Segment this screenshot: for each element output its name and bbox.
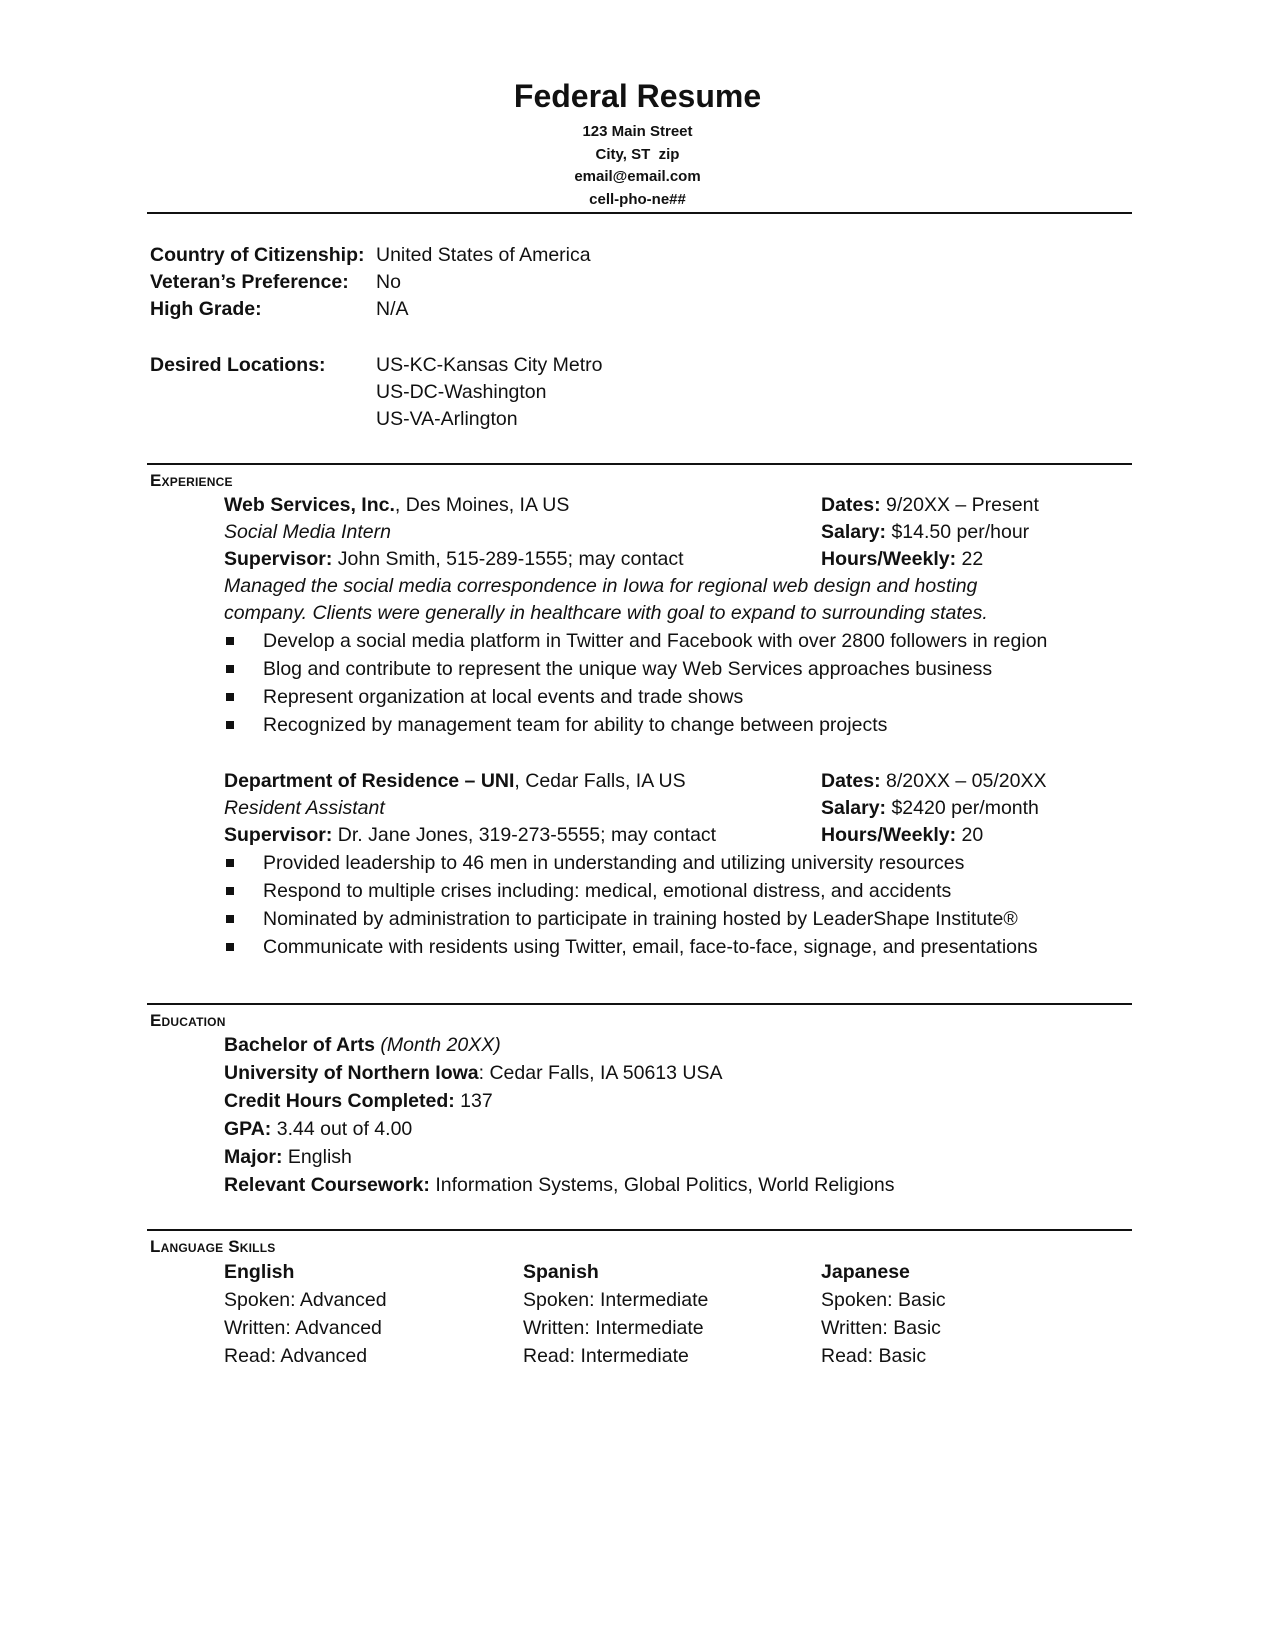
salary-label: Salary: <box>821 797 887 819</box>
contact-block <box>0 121 1275 211</box>
veteran-value: No <box>376 271 401 293</box>
experience-rule <box>147 463 1132 465</box>
job-title: Resident Assistant <box>224 797 385 819</box>
gpa-value: 3.44 out of 4.00 <box>271 1118 413 1140</box>
language-skills-heading: Language Skills <box>150 1237 276 1256</box>
job-salary <box>821 795 1039 822</box>
supervisor-label: Supervisor: <box>224 824 333 846</box>
email-line: email@email.com <box>574 168 701 185</box>
degree-date: (Month 20XX) <box>374 1034 501 1056</box>
job-hours <box>821 822 983 849</box>
coursework-line <box>224 1172 894 1199</box>
citizenship-label: Country of Citizenship: <box>150 244 365 266</box>
languages-rule <box>147 1229 1132 1231</box>
veteran-label: Veteran’s Preference: <box>150 271 349 293</box>
language-level: Written: Intermediate <box>523 1317 704 1339</box>
dates-label: Dates: <box>821 494 881 516</box>
language-name: Japanese <box>821 1261 910 1283</box>
job-summary: Managed the social media correspondence in Iowa for regional web design and hosting <box>224 575 978 597</box>
citizenship-value: United States of America <box>376 244 591 266</box>
language-level: Written: Advanced <box>224 1317 382 1339</box>
supervisor-value: John Smith, 515-289-1555; may contact <box>332 548 684 570</box>
degree-name: Bachelor of Arts <box>224 1034 375 1056</box>
credit-label: Credit Hours Completed: <box>224 1090 455 1112</box>
major-label: Major: <box>224 1146 283 1168</box>
job-supervisor <box>224 546 684 573</box>
bullet-text: Recognized by management team for ability to change between projects <box>263 714 888 736</box>
desired-locations-label: Desired Locations: <box>150 354 326 376</box>
job-employer: Web Services, Inc. <box>224 494 395 516</box>
job-title: Social Media Intern <box>224 521 391 543</box>
job-supervisor <box>224 822 716 849</box>
credit-value: 137 <box>454 1090 493 1112</box>
dates-value: 9/20XX – Present <box>880 494 1039 516</box>
city-line: City, ST zip <box>595 145 680 163</box>
resume-title: Federal Resume <box>513 78 762 114</box>
dates-value: 8/20XX – 05/20XX <box>880 770 1047 792</box>
desired-location: US-VA-Arlington <box>376 408 518 430</box>
high-grade-label: High Grade: <box>150 298 262 320</box>
bullet-square-icon <box>226 693 234 701</box>
supervisor-value: Dr. Jane Jones, 319-273-5555; may contact <box>332 824 717 846</box>
language-level: Read: Basic <box>821 1345 927 1367</box>
degree-line <box>224 1032 501 1059</box>
hours-label: Hours/Weekly: <box>821 548 957 570</box>
job-hours <box>821 546 983 573</box>
language-level: Read: Intermediate <box>523 1345 689 1367</box>
school-line <box>224 1060 723 1087</box>
bullet-text: Blog and contribute to represent the unique way Web Services approaches business <box>263 658 993 680</box>
header-rule <box>147 212 1132 214</box>
major-line <box>224 1144 352 1171</box>
school-location: : Cedar Falls, IA 50613 USA <box>478 1062 723 1084</box>
language-level: Written: Basic <box>821 1317 941 1339</box>
bullet-text: Nominated by administration to participate in training hosted by LeaderShape Institute® <box>263 908 1018 930</box>
salary-label: Salary: <box>821 521 887 543</box>
address-line: 123 Main Street <box>582 123 693 140</box>
job-location: , Cedar Falls, IA US <box>514 770 686 792</box>
school-name: University of Northern Iowa <box>224 1062 479 1084</box>
job-employer-line <box>224 768 686 795</box>
job-dates <box>821 492 1039 519</box>
language-level: Spoken: Basic <box>821 1289 946 1311</box>
bullet-square-icon <box>226 887 234 895</box>
job-employer-line <box>224 492 569 519</box>
bullet-text: Respond to multiple crises including: medical, emotional distress, and accidents <box>263 880 952 902</box>
job-location: , Des Moines, IA US <box>394 494 570 516</box>
major-value: English <box>282 1146 352 1168</box>
dates-label: Dates: <box>821 770 881 792</box>
language-name: English <box>224 1261 295 1283</box>
salary-value: $2420 per/month <box>886 797 1039 819</box>
bullet-square-icon <box>226 943 234 951</box>
bullet-text: Represent organization at local events and trade shows <box>263 686 744 708</box>
job-dates <box>821 768 1046 795</box>
coursework-value: Information Systems, Global Politics, World Religions <box>429 1174 895 1196</box>
hours-label: Hours/Weekly: <box>821 824 957 846</box>
bullet-text: Develop a social media platform in Twitter and Facebook with over 2800 followers in region <box>263 630 1048 652</box>
language-level: Spoken: Intermediate <box>523 1289 709 1311</box>
language-name: Spanish <box>523 1261 599 1283</box>
desired-location: US-DC-Washington <box>376 381 547 403</box>
bullet-square-icon <box>226 637 234 645</box>
job-employer: Department of Residence – UNI <box>224 770 515 792</box>
bullet-square-icon <box>226 665 234 673</box>
job-salary <box>821 519 1029 546</box>
phone-line: cell-pho-ne## <box>589 190 686 208</box>
bullet-square-icon <box>226 721 234 729</box>
bullet-square-icon <box>226 859 234 867</box>
education-rule <box>147 1003 1132 1005</box>
hours-value: 22 <box>956 548 984 570</box>
credit-hours-line <box>224 1088 493 1115</box>
education-heading: Education <box>150 1011 226 1030</box>
supervisor-label: Supervisor: <box>224 548 333 570</box>
gpa-label: GPA: <box>224 1118 272 1140</box>
desired-location: US-KC-Kansas City Metro <box>376 354 603 376</box>
gpa-line <box>224 1116 412 1143</box>
job-summary: company. Clients were generally in healthcare with goal to expand to surrounding states. <box>224 602 988 624</box>
bullet-square-icon <box>226 915 234 923</box>
bullet-text: Communicate with residents using Twitter, email, face-to-face, signage, and presentations <box>263 936 1038 958</box>
coursework-label: Relevant Coursework: <box>224 1174 430 1196</box>
language-level: Read: Advanced <box>224 1345 368 1367</box>
experience-heading: Experience <box>150 471 233 490</box>
high-grade-value: N/A <box>376 298 409 320</box>
salary-value: $14.50 per/hour <box>886 521 1030 543</box>
bullet-text: Provided leadership to 46 men in understanding and utilizing university resources <box>263 852 965 874</box>
hours-value: 20 <box>956 824 984 846</box>
language-level: Spoken: Advanced <box>224 1289 387 1311</box>
